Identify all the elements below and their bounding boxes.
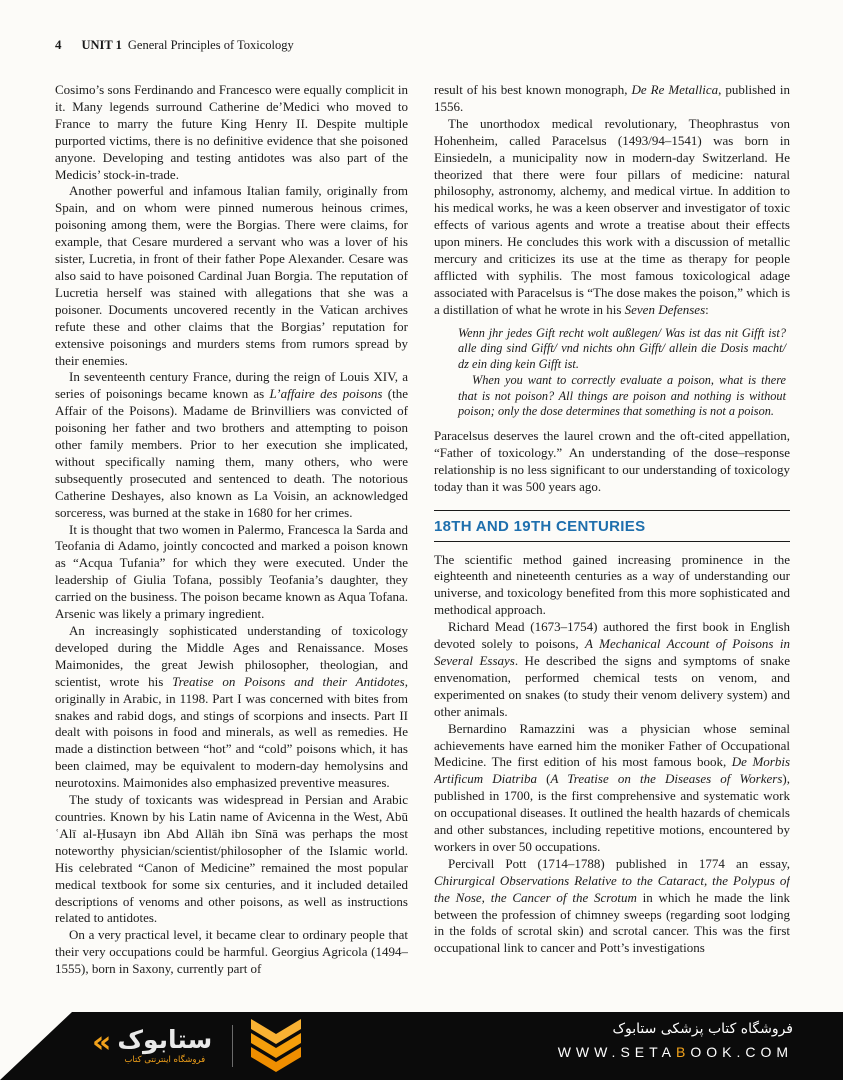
url-suffix: OOK.COM xyxy=(690,1044,793,1060)
section-heading: 18TH AND 19TH CENTURIES xyxy=(434,510,790,542)
quote-german: Wenn jhr jedes Gift recht wolt außlegen/ Was ist das nit Gifft ist? alle ding sind Gifft/ vnd nichts ohn Gifft/ allein die Dosis macht/ dz ein ding kein Gifft ist. xyxy=(458,325,786,372)
url-accent-letter: B xyxy=(675,1044,691,1060)
paragraph: Richard Mead (1673–1754) authored the first book in English devoted solely to poisons, A Mechanical Account of Poisons in Several Essays. He described the signs and symptoms of snake envenomation, performed chemical tests on venom, and experimented on snakes (to study their venom delivery system) and other animals. xyxy=(434,619,790,719)
left-column xyxy=(55,82,408,1012)
paragraph: Bernardino Ramazzini was a physician whose seminal achievements have earned him the moniker Father of Occupational Medicine. The first edition of his most famous book, De Morbis Artificum Diatriba (A Treatise on the Diseases of Workers), published in 1700, is the first comprehensive and systematic work on occupational diseases. It outlined the health hazards of chemicals and other substances, including repetitive motions, encountered by workers in over 50 occupations. xyxy=(434,720,790,854)
page-header xyxy=(55,38,790,52)
logo-subtitle: فروشگاه اینترنتی کتاب xyxy=(124,1055,206,1066)
banner-title-farsi: فروشگاه کتاب پزشکی ستابوک xyxy=(612,1021,793,1037)
paragraph: It is thought that two women in Palermo, Francesca la Sarda and Teofania di Adamo, jointly concocted and marked a poison known as “Acqua Tufania” for which they were executed. Under the leadership of Giulia Tofana, possibly Teofania’s daughter, they carried on the business. The poison became known as Aqua Tofana. Arsenic was likely a primary ingredient. xyxy=(55,521,408,622)
paragraph: An increasingly sophisticated understanding of toxicology developed during the Middle Ages and Renaissance. Moses Maimonides, the great Jewish philosopher, theologian, and scientist, wrote his Treatise on Poisons and their Antidotes, originally in Arabic, in 1198. Part I was concerned with bites from snakes and rabid dogs, and stings of scorpions and insects. Part II dealt with poisons in food and minerals, as well as remedies. He made a distinction between “hot” and “cold” poisons which, it has been claimed, may be equivalent to modern-day hemolysins and neurotoxins. Maimonides also emphasized preventive measures. xyxy=(55,623,408,791)
logo-text xyxy=(117,1024,213,1066)
paragraph: In seventeenth century France, during the reign of Louis XIV, a series of poisonings became known as L’affaire des poisons (the Affair of the Poisons). Madame de Brinvilliers was convicted of poisoning her father and two brothers and attempting to poison other family members. Prior to her execution she implicated, without specifically naming them, many others, who were subsequently prosecuted and sentenced to death. The notorious Catherine Deshayes, also known as La Voisin, an acknowledged sorceress, was burned at the stake in 1680 for her crimes. xyxy=(55,369,408,520)
page-number: 4 xyxy=(55,37,62,52)
right-column xyxy=(434,82,790,1012)
paragraph: On a very practical level, it became clear to ordinary people that their very occupations could be harmful. Georgius Agricola (1494–1555), born in Saxony, currently part of xyxy=(55,927,408,977)
setabook-footer-banner xyxy=(0,1012,843,1080)
banner-content xyxy=(0,1012,843,1080)
paragraph: Percivall Pott (1714–1788) published in 1774 an essay, Chirurgical Observations Relative to the Cataract, the Polypus of the Nose, the Cancer of the Scrotum in which he made the link between the profession of chimney sweeps (regarding soot lodging in the folds of scrotal skin) and scrotal cancer. This was the first occupational link to cancer and Pott’s investigations xyxy=(434,855,790,956)
paragraph: Another powerful and infamous Italian family, originally from Spain, and on whom were pinned numerous heinous crimes, poisoning among them, were the Borgias. There were claims, for example, that Cesare murdered a servant who was a lover of his sister, Lucretia, in front of their father Pope Alexander. Cesare was also said to have poisoned Cardinal Juan Borgia. The reputation of Lucretia herself was stained with allegations that she was a poisoner. Documents uncovered recently in the Vatican archives refute these and other claims that the Borgias’ reputation for extensive poisonings and murders stems from rumors spread by their enemies. xyxy=(55,183,408,368)
paragraph: The scientific method gained increasing prominence in the eighteenth and nineteenth centuries as a way of understanding our universe, and toxicology benefited from this more sophisticated and methodical approach. xyxy=(434,551,790,618)
unit-label: UNIT 1 xyxy=(81,38,122,52)
paragraph: Paracelsus deserves the laurel crown and the oft-cited appellation, “Father of toxicology.” An understanding of the dose–response relationship is no less significant to our understanding of toxicology today than it was 500 years ago. xyxy=(434,427,790,494)
unit-title: General Principles of Toxicology xyxy=(127,38,294,52)
paragraph: Cosimo’s sons Ferdinando and Francesco were equally complicit in it. Many legends surround Catherine de’Medici who moved to France to marry the future King Henry II. Despite multiple purported victims, there is no definitive evidence that she poisoned anyone. Developing and testing antidotes was also part of the Medicis’ stock-in-trade. xyxy=(55,82,408,182)
paracelsus-blockquote xyxy=(458,326,786,420)
paragraph: result of his best known monograph, De Re Metallica, published in 1556. xyxy=(434,82,790,114)
banner-url xyxy=(558,1044,793,1060)
setabook-emblem-icon xyxy=(251,1019,301,1073)
logo-chevron-icon: « xyxy=(92,1025,112,1060)
quote-translation: When you want to correctly evaluate a poison, what is there that is not poison? All things are poison and nothing is without poison; only the dose determines that something is not a poison. xyxy=(458,372,786,419)
setabook-logo xyxy=(92,1024,213,1066)
paragraph: The study of toxicants was widespread in Persian and Arabic countries. Known by his Latin name of Avicenna in the West, Abū ʿAlī al-Ḥusayn ibn Abd Allāh ibn Sīnā was perhaps the most noteworthy physician/scientist/philosopher of the Islamic world. His celebrated “Canon of Medicine” remained the most popular medical textbook for some six centuries, and it included detailed descriptions of venoms and other poisons, as well as instructions related to antidotes. xyxy=(55,792,408,926)
logo-wordmark: ستابوک xyxy=(117,1024,213,1054)
paragraph: The unorthodox medical revolutionary, Theophrastus von Hohenheim, called Paracelsus (1493/94–1541) was born in Einsiedeln, a municipality now in modern-day Switzerland. He theorized that there were four pillars of medicine: natural philosophy, astronomy, alchemy, and medical virtue. In addition to his medical works, he was a keen observer and investigator of toxic effects of various agents and wrote a treatise about their effects upon miners. He concludes this work with a discussion of metallic mercury and criticizes its use at the time as therapy for people afflicted with syphilis. The most famous toxicological adage associated with Paracelsus is “The dose makes the poison,” which is a distillation of what he wrote in his Seven Defenses: xyxy=(434,115,790,317)
banner-right xyxy=(558,1021,793,1060)
url-prefix: WWW.SETA xyxy=(557,1044,676,1060)
banner-divider xyxy=(232,1025,233,1067)
